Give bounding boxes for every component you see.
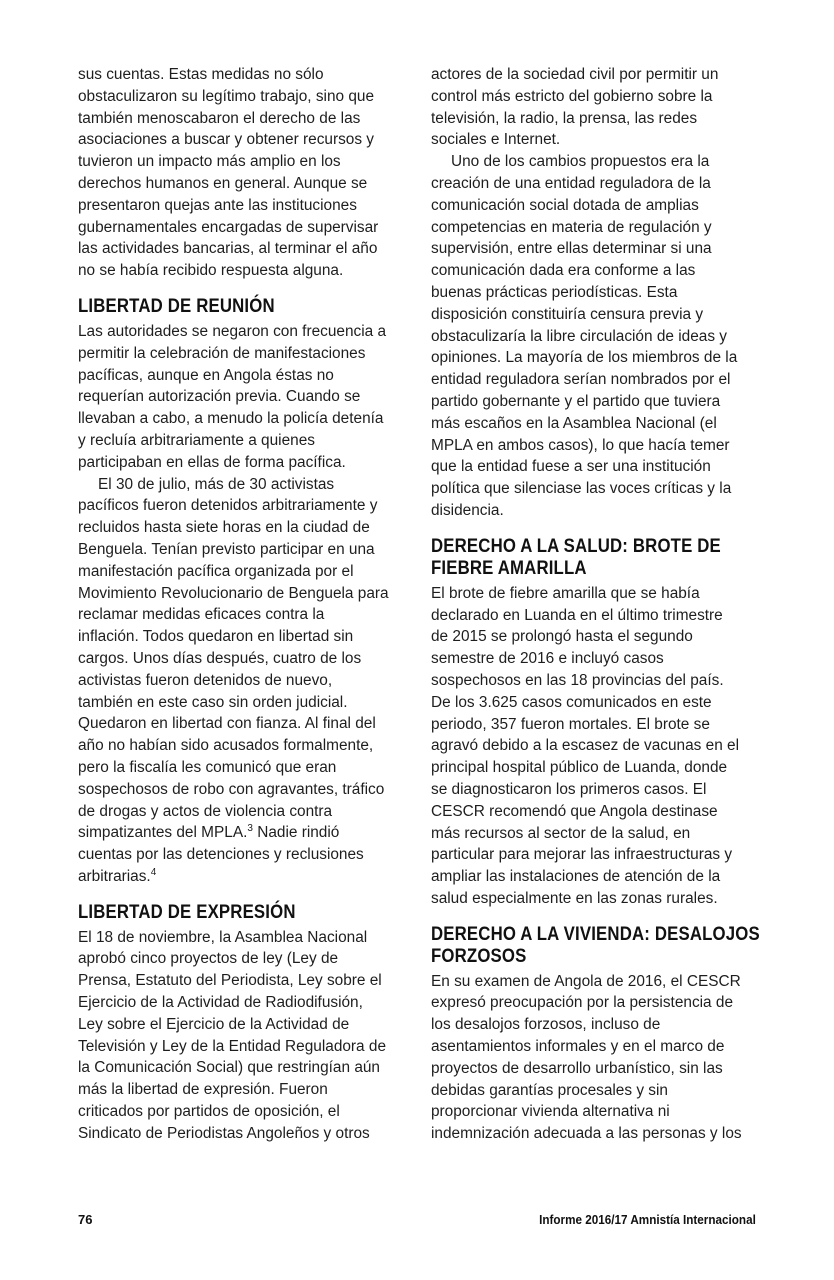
text-line: principal hospital público de Luanda, donde	[431, 759, 728, 777]
text-line: año no habían sido acusados formalmente,	[78, 737, 374, 755]
text-line: MPLA en ambos casos), lo que hacía temer	[431, 436, 730, 454]
text-line: expresó preocupación por la persistencia de	[431, 994, 734, 1012]
text-line: activistas fueron detenidos de nuevo,	[78, 671, 333, 689]
text-line	[78, 866, 408, 888]
heading-line: DERECHO A LA SALUD: BROTE DE	[431, 534, 721, 557]
publication-title: Informe 2016/17 Amnistía Internacional	[539, 1212, 756, 1227]
footnote-ref-4[interactable]: 4	[150, 866, 157, 878]
text-line: Movimiento Revolucionario de Benguela para	[78, 584, 389, 602]
paragraph	[431, 583, 761, 910]
text-line: particular para mejorar las infraestructuras y	[431, 846, 733, 864]
text-line: proporcionar vivienda alternativa ni	[431, 1103, 670, 1121]
text-line: comunicación social dotada de amplias	[431, 196, 699, 214]
text-line: tuvieron un impacto más amplio en los	[78, 153, 341, 171]
text-span: Nadie rindió	[252, 824, 340, 842]
paragraph	[78, 64, 408, 282]
paragraph	[78, 474, 408, 888]
section-heading-libertad-de-reunion: LIBERTAD DE REUNIÓN	[78, 294, 275, 317]
text-line: cuentas por las detenciones y reclusiones	[78, 846, 364, 864]
text-line: sospechosos de robo con agravantes, tráfico	[78, 780, 385, 798]
text-line: El brote de fiebre amarilla que se había	[431, 584, 700, 602]
text-line: Uno de los cambios propuestos era la	[451, 153, 710, 171]
text-line: declarado en Luanda en el último trimestre	[431, 606, 723, 624]
text-line: llevaban a cabo, a menudo la policía detenía	[78, 410, 384, 428]
text-line: El 30 de julio, más de 30 activistas	[98, 475, 335, 493]
text-line: que la entidad fuese a ser una institución	[431, 458, 711, 476]
text-line: Prensa, Estatuto del Periodista, Ley sobre el	[78, 972, 382, 990]
text-line: control más estricto del gobierno sobre la	[431, 87, 713, 105]
text-line: buenas prácticas periodísticas. Esta	[431, 283, 678, 301]
text-line: participaban en ellas de forma pacífica.	[78, 453, 346, 471]
footnote-ref-3[interactable]: 3	[247, 823, 253, 835]
text-line: sociales e Internet.	[431, 131, 561, 149]
text-line: El 18 de noviembre, la Asamblea Nacional	[78, 928, 368, 946]
text-line: pero la fiscalía les comunicó que eran	[78, 758, 337, 776]
text-line: televisión, la radio, la prensa, las redes	[431, 109, 698, 127]
text-line: requerían autorización previa. Cuando se	[78, 388, 361, 406]
text-line: más recursos al sector de la salud, en	[431, 824, 691, 842]
text-line: opiniones. La mayoría de los miembros de la	[431, 349, 738, 367]
text-line: Quedaron en libertad con fianza. Al final del	[78, 715, 376, 733]
heading-line: DERECHO A LA VIVIENDA: DESALOJOS	[431, 922, 760, 945]
text-line: también en este caso sin orden judicial.	[78, 693, 348, 711]
text-line: y recluía arbitrariamente a quienes	[78, 431, 315, 449]
text-line: la Comunicación Social) que restringían aún	[78, 1059, 380, 1077]
text-line: inflación. Todos quedaron en libertad sin	[78, 628, 354, 646]
heading-line: FORZOSOS	[431, 944, 527, 967]
text-line: cargos. Unos días después, cuatro de los	[78, 649, 362, 667]
section-heading-libertad-de-expresion: LIBERTAD DE EXPRESIÓN	[78, 900, 296, 923]
page-number: 76	[78, 1212, 93, 1227]
paragraph	[431, 64, 761, 151]
paragraph	[78, 927, 408, 1145]
text-line: pacíficas, aunque en Angola éstas no	[78, 366, 334, 384]
text-line: permitir la celebración de manifestaciones	[78, 344, 366, 362]
text-line: aprobó cinco proyectos de ley (Ley de	[78, 950, 339, 968]
paragraph	[431, 971, 761, 1145]
text-line: pacíficos fueron detenidos arbitrariamente y	[78, 497, 378, 515]
text-line: partido gobernante y el partido que tuviera	[431, 392, 721, 410]
right-column	[431, 64, 761, 1145]
text-line: asentamientos informales y en el marco de	[431, 1038, 725, 1056]
left-column	[78, 64, 408, 1145]
text-line: entidad reguladora serían nombrados por el	[431, 371, 731, 389]
text-line: De los 3.625 casos comunicados en este	[431, 693, 712, 711]
text-line: Ley sobre el Ejercicio de la Actividad de	[78, 1015, 350, 1033]
text-line: Televisión y Ley de la Entidad Reguladora de	[78, 1037, 387, 1055]
text-line: los desalojos forzosos, incluso de	[431, 1016, 661, 1034]
text-line: manifestación pacífica organizada por el	[78, 562, 354, 580]
text-span: simpatizantes del MPLA.	[78, 824, 248, 842]
text-line: disidencia.	[431, 501, 504, 519]
text-line: En su examen de Angola de 2016, el CESCR	[431, 972, 741, 990]
text-line: proyectos de desarrollo urbanístico, sin las	[431, 1059, 723, 1077]
text-line: semestre de 2016 e incluyó casos	[431, 650, 664, 668]
text-line: competencias en materia de regulación y	[431, 218, 712, 236]
text-line: CESCR recomendó que Angola destinase	[431, 802, 718, 820]
text-line: de drogas y actos de violencia contra	[78, 802, 333, 820]
text-line: sus cuentas. Estas medidas no sólo	[78, 66, 324, 83]
text-line: obstaculizaron su legítimo trabajo, sino que	[78, 87, 375, 105]
text-line: presentaron quejas ante las instituciones	[78, 196, 357, 214]
text-line: política que silenciase las voces críticas y la	[431, 480, 732, 498]
text-line: más escaños en la Asamblea Nacional (el	[431, 414, 717, 432]
text-line: sospechosos en las 18 provincias del país.	[431, 671, 724, 689]
text-line: gubernamentales encargadas de supervisar	[78, 218, 379, 236]
text-line: supervisión, entre ellas determinar si una	[431, 240, 712, 258]
text-span: arbitrarias.	[78, 867, 151, 885]
text-line: asociaciones a buscar y obtener recursos y	[78, 131, 374, 149]
text-line: disposición constituiría censura previa y	[431, 305, 704, 323]
text-line: Sindicato de Periodistas Angoleños y otros	[78, 1124, 370, 1142]
text-line: Las autoridades se negaron con frecuencia a	[78, 322, 387, 340]
text-line: indemnización adecuada a las personas y los	[431, 1125, 742, 1143]
text-line: más la libertad de expresión. Fueron	[78, 1081, 328, 1099]
text-line: recluidos hasta siete horas en la ciudad de	[78, 519, 370, 537]
paragraph	[78, 321, 408, 474]
text-line: periodo, 357 fueron mortales. El brote se	[431, 715, 710, 733]
heading-line: FIEBRE AMARILLA	[431, 556, 587, 579]
text-line: también menoscabaron el derecho de las	[78, 109, 361, 127]
text-line: criticados por partidos de oposición, el	[78, 1103, 340, 1121]
text-line: Ejercicio de la Actividad de Radiodifusión,	[78, 994, 363, 1012]
text-line: se diagnosticaron los primeros casos. El	[431, 780, 707, 798]
text-line: obstaculizaría la libre circulación de ideas y	[431, 327, 727, 345]
text-line: no se había recibido respuesta alguna.	[78, 262, 344, 280]
text-line: debidas garantías procesales y sin	[431, 1081, 668, 1099]
text-line: comunicación dada era conforme a las	[431, 262, 696, 280]
text-line: Benguela. Tenían previsto participar en una	[78, 540, 375, 558]
text-line: ampliar las instalaciones de atención de la	[431, 868, 721, 886]
text-line: reclamar medidas eficaces contra la	[78, 606, 325, 624]
text-line	[78, 822, 408, 844]
text-line: actores de la sociedad civil por permitir un	[431, 66, 719, 83]
section-heading-derecho-a-la-vivienda	[431, 923, 761, 967]
text-line: agravó debido a la escasez de vacunas en el	[431, 737, 740, 755]
paragraph	[431, 151, 761, 522]
text-line: las actividades bancarias, al terminar el año	[78, 240, 378, 258]
text-line: derechos humanos en general. Aunque se	[78, 174, 368, 192]
text-line: salud especialmente en las zonas rurales.	[431, 889, 718, 907]
section-heading-derecho-a-la-salud	[431, 535, 761, 579]
text-line: de 2015 se prolongó hasta el segundo	[431, 628, 693, 646]
text-line: creación de una entidad reguladora de la	[431, 174, 711, 192]
